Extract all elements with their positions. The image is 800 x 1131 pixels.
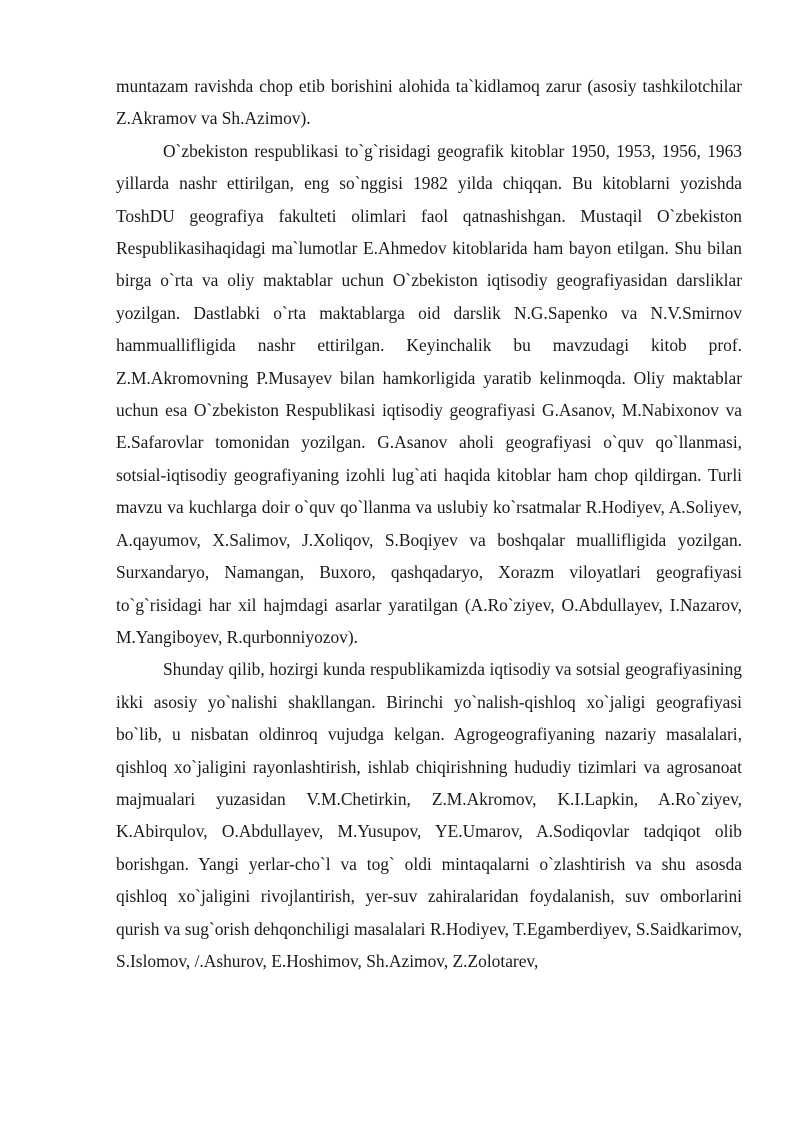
paragraph-geography-books: O`zbekiston respublikasi to`g`risidagi geografik kitoblar 1950, 1953, 1956, 1963 yillarda nashr ettirilgan, eng so`nggisi 1982 yilda chiqqan. Bu kitoblarni yozishda ToshDU geografiya fakulteti olimlari faol qatnashishgan. Mustaqil O`zbekiston Respublikasihaqidagi ma`lumotlar E.Ahmedov kitoblarida ham bayon etilgan. Shu bilan birga o`rta va oliy maktablar uchun O`zbekiston iqtisodiy geografiyasidan darsliklar yozilgan. Dastlabki o`rta maktablarga oid darslik N.G.Sapenko va N.V.Smirnov hammuallifligida nashr ettirilgan. Keyinchalik bu mavzudagi kitob prof. Z.M.Akromovning P.Musayev bilan hamkorligida yaratib kelinmoqda. Oliy maktablar uchun esa O`zbekiston Respublikasi iqtisodiy geografiyasi G.Asanov, M.Nabixonov va E.Safarovlar tomonidan yozilgan. G.Asanov aholi geografiyasi o`quv qo`llanmasi, sotsial-iqtisodiy geografiyaning izohli lug`ati haqida kitoblar ham chop qildirgan. Turli mavzu va kuchlarga doir o`quv qo`llanma va uslubiy ko`rsatmalar R.Hodiyev, A.Soliyev, A.qayumov, X.Salimov, J.Xoliqov, S.Boqiyev va boshqalar muallifligida yozilgan. Surxandaryo, Namangan, Buxoro, qashqadaryo, Xorazm viloyatlari geografiyasi to`g`risidagi har xil hajmdagi asarlar yaratilgan (A.Ro`ziyev, O.Abdullayev, I.Nazarov, M.Yangiboyev, R.qurbonniyozov). — [116, 140, 742, 647]
document-page — [116, 70, 742, 977]
paragraph-research-directions: Shunday qilib, hozirgi kunda respublikamizda iqtisodiy va sotsial geografiyasining ikki asosiy yo`nalishi shakllangan. Birinchi yo`nalish-qishloq xo`jaligi geografiyasi bo`lib, u nisbatan oldinroq vujudga kelgan. Agrogeografiyaning nazariy masalalari, qishloq xo`jaligini rayonlashtirish, ishlab chiqirishning hududiy tizimlari va agrosanoat majmualari yuzasidan V.M.Chetirkin, Z.M.Akromov, K.I.Lapkin, A.Ro`ziyev, K.Abirqulov, O.Abdullayev, M.Yusupov, YE.Umarov, A.Sodiqovlar tadqiqot olib borishgan. Yangi yerlar-cho`l va tog` oldi mintaqalarni o`zlashtirish va shu asosda qishloq xo`jaligini rivojlantirish, yer-suv zahiralaridan foydalanish, suv omborlarini qurish va sug`orish dehqonchiligi masalalari R.Hodiyev, T.Egamberdiyev, S.Saidkarimov, S.Islomov, /.Ashurov, E.Hoshimov, Sh.Azimov, Z.Zolotarev, — [116, 659, 742, 971]
paragraph-continuation: muntazam ravishda chop etib borishini alohida ta`kidlamoq zarur (asosiy tashkilotchilar Z.Akramov va Sh.Azimov). — [116, 76, 742, 129]
